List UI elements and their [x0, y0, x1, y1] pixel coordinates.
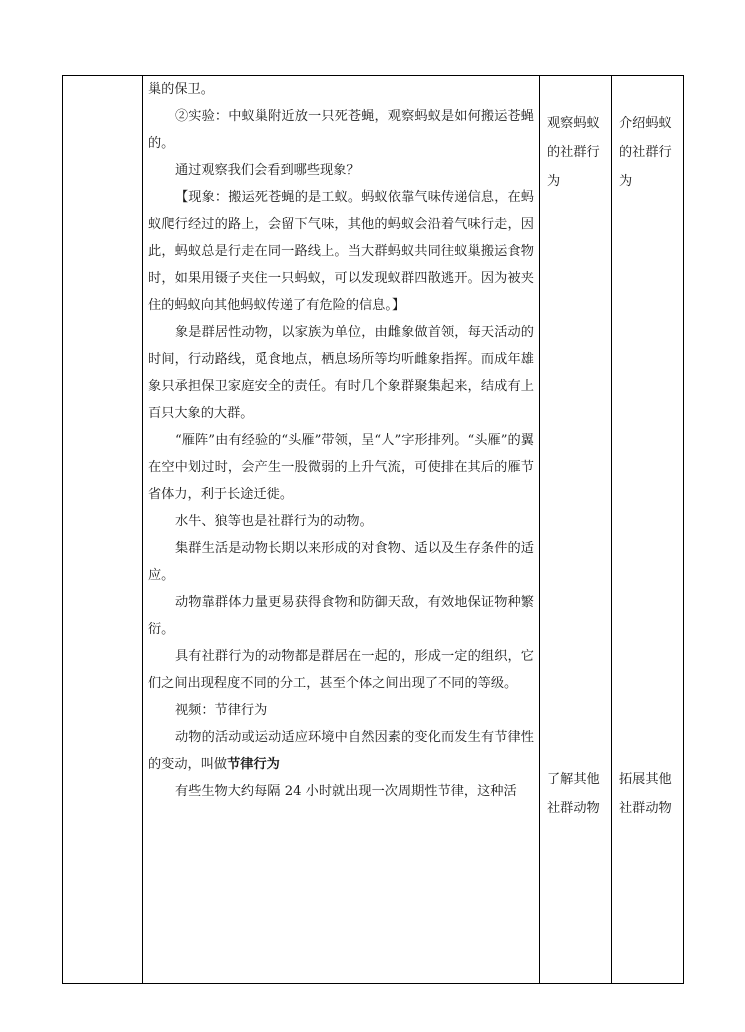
paragraph: 视频：节律行为 [175, 703, 268, 718]
design-intent-1: 介绍蚂蚁的社群行为 [619, 116, 672, 189]
design-intent-2: 拓展其他社群动物 [619, 772, 672, 816]
content-cell [143, 76, 540, 984]
paragraph: 集群生活是动物长期以来形成的对食物、适以及生存条件的适应。 [148, 541, 534, 583]
paragraph: 具有社群行为的动物都是群居在一起的，形成一定的组织，它们之间出现程度不同的分工，甚至个体之间出现了不同的等级。 [148, 649, 534, 691]
paragraph: “雁阵”由有经验的“头雁”带领，呈“人”字形排列。“头雁”的翼在空中划过时，会产生一股微弱的上升气流，可使排在其后的雁节省体力，利于长途迁徙。 [148, 433, 534, 502]
paragraph: 动物靠群体力量更易获得食物和防御天敌，有效地保证物种繁衍。 [148, 595, 534, 637]
student-activity-1: 观察蚂蚁的社群行为 [547, 116, 600, 189]
rhythm-lead: 动物的活动或运动适应环境中自然因素的变化而发生有节律性的变动，叫做 [148, 730, 534, 772]
student-activity-cell [540, 76, 612, 984]
empty-left-cell [63, 76, 143, 984]
paragraph: 水牛、狼等也是社群行为的动物。 [175, 514, 373, 529]
student-activity-2: 了解其他社群动物 [547, 772, 600, 816]
paragraph: 象是群居性动物，以家族为单位，由雌象做首领，每天活动的时间，行动路线，觅食地点，栖息场所等均听雌象指挥。而成年雄象只承担保卫家庭安全的责任。有时几个象群聚集起来，结成有上百只大象的大群。 [148, 325, 534, 421]
paragraph: 通过观察我们会看到哪些现象？ [175, 163, 360, 178]
content-text [143, 76, 539, 950]
rhythm-paragraph [143, 724, 539, 778]
lesson-plan-table [62, 75, 684, 984]
paragraph: 【现象：搬运死苍蝇的是工蚁。蚂蚁依靠气味传递信息，在蚂蚁爬行经过的路上，会留下气味，其他的蚂蚁会沿着气味行走，因此，蚂蚁总是行走在同一路线上。当大群蚂蚁共同往蚁巢搬运食物时，如果用镊子夹住一只蚂蚁，可以发现蚁群四散逃开。因为被夹住的蚂蚁向其他蚂蚁传递了有危险的信息。】 [148, 190, 534, 313]
paragraph: ②实验：中蚁巢附近放一只死苍蝇，观察蚂蚁是如何搬运苍蝇的。 [148, 109, 534, 151]
paragraph: 巢的保卫。 [148, 82, 214, 97]
design-intent-cell [612, 76, 684, 984]
rhythm-term: 节律行为 [227, 757, 280, 772]
paragraph: 有些生物大约每隔 24 小时就出现一次周期性节律，这种活 [175, 784, 517, 799]
